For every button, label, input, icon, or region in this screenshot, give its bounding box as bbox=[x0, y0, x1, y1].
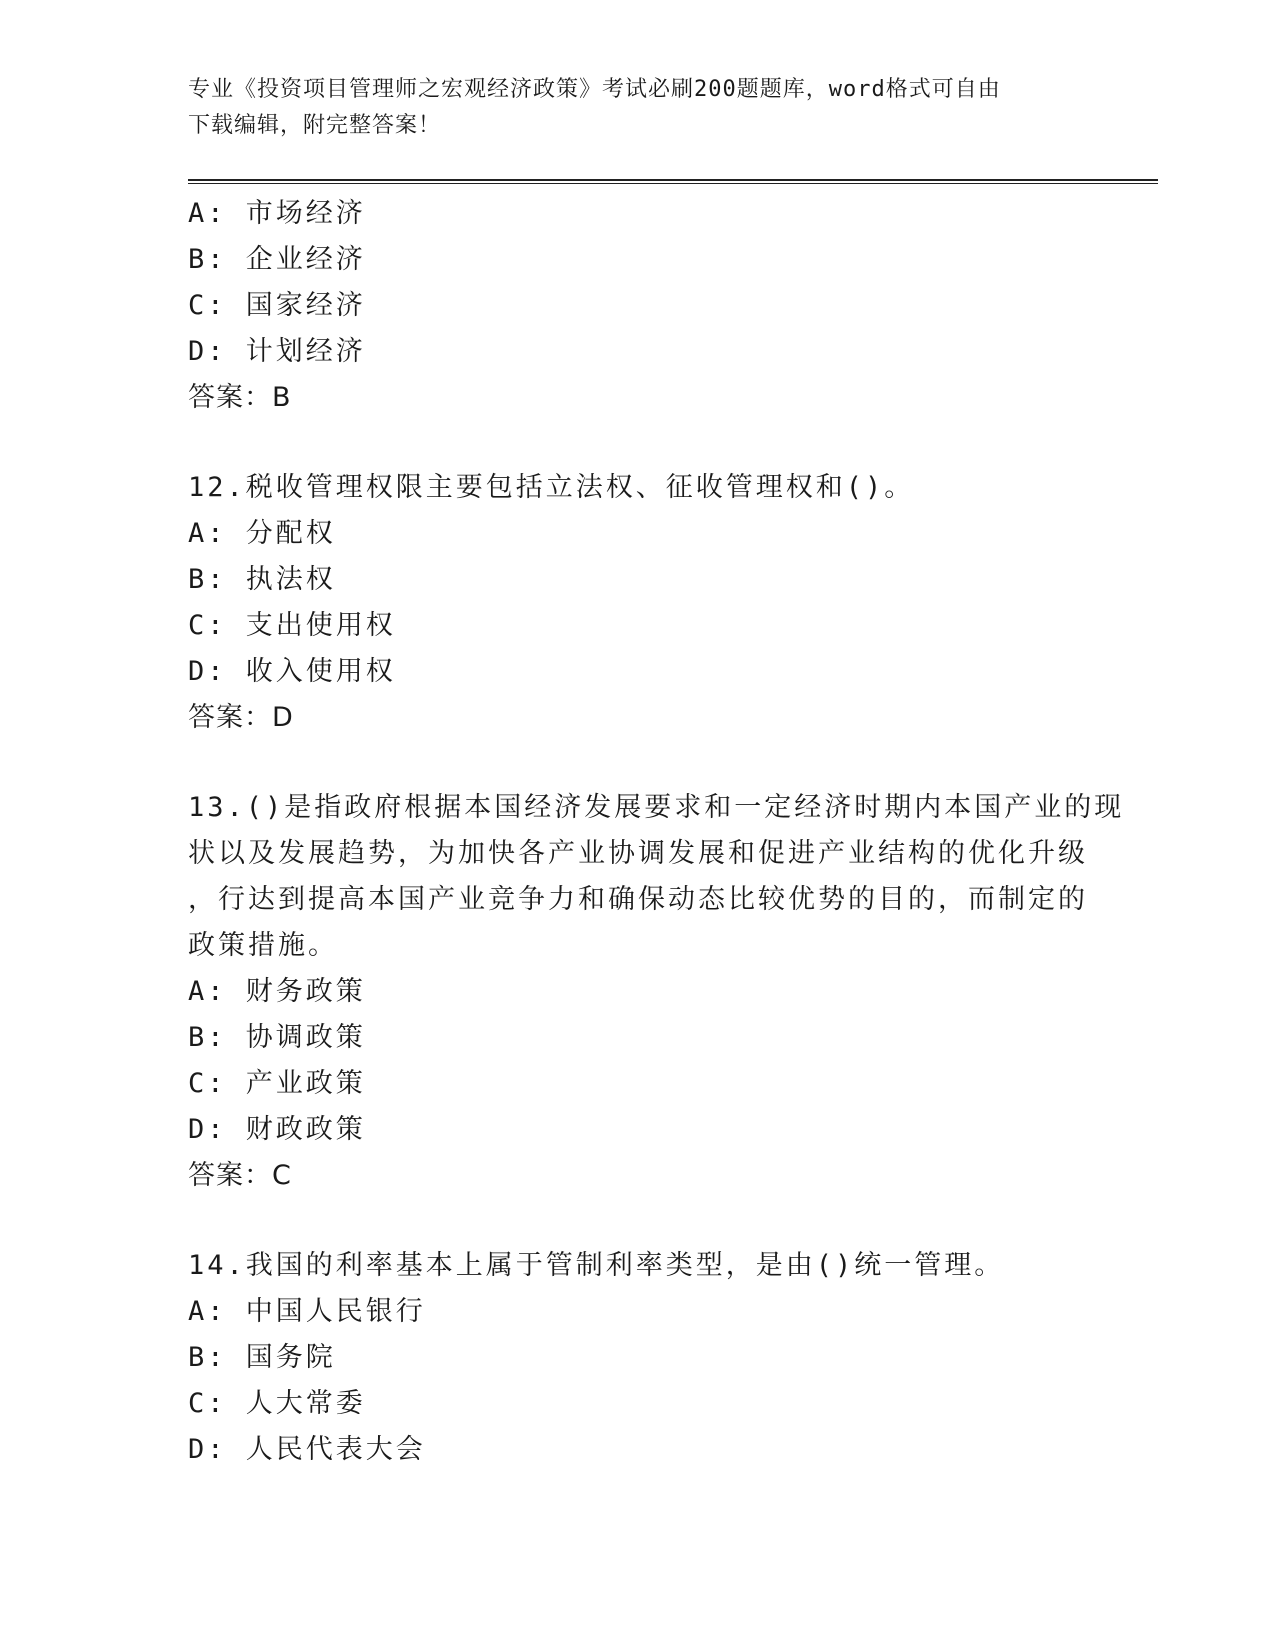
answer-label: 答案：C bbox=[188, 1160, 292, 1191]
question-list bbox=[188, 191, 1125, 1473]
option-c: C: 产业政策 bbox=[188, 1068, 366, 1099]
header-line-1: 专业《投资项目管理师之宏观经济政策》考试必刷200题题库，word格式可自由 bbox=[188, 77, 1001, 102]
option-b: B: 执法权 bbox=[188, 564, 336, 595]
header-line-2: 下载编辑，附完整答案！ bbox=[188, 113, 442, 138]
question-text-line-1: 13.()是指政府根据本国经济发展要求和一定经济时期内本国产业的现 bbox=[188, 792, 1125, 823]
document-header bbox=[188, 72, 1078, 144]
question-text: 14.我国的利率基本上属于管制利率类型，是由()统一管理。 bbox=[188, 1250, 1005, 1281]
option-d: D: 计划经济 bbox=[188, 336, 366, 367]
option-d: D: 收入使用权 bbox=[188, 656, 396, 687]
answer-label: 答案：B bbox=[188, 382, 292, 413]
option-b: B: 协调政策 bbox=[188, 1022, 366, 1053]
question-text: 12.税收管理权限主要包括立法权、征收管理权和()。 bbox=[188, 472, 915, 503]
question-text-line-3: ，行达到提高本国产业竞争力和确保动态比较优势的目的，而制定的 bbox=[188, 884, 1088, 915]
option-c: C: 支出使用权 bbox=[188, 610, 396, 641]
question-block-13 bbox=[188, 785, 1125, 1199]
header-rule-thin bbox=[188, 183, 1158, 184]
option-a: A: 分配权 bbox=[188, 518, 336, 549]
option-a: A: 市场经济 bbox=[188, 198, 366, 229]
header-rule-thick bbox=[188, 179, 1158, 181]
option-d: D: 人民代表大会 bbox=[188, 1434, 426, 1465]
answer-label: 答案：D bbox=[188, 702, 294, 733]
question-text-line-4: 政策措施。 bbox=[188, 930, 338, 961]
question-block-11 bbox=[188, 191, 1088, 421]
option-b: B: 国务院 bbox=[188, 1342, 336, 1373]
question-block-14 bbox=[188, 1243, 1088, 1473]
option-b: B: 企业经济 bbox=[188, 244, 366, 275]
option-c: C: 人大常委 bbox=[188, 1388, 366, 1419]
question-text-line-2: 状以及发展趋势，为加快各产业协调发展和促进产业结构的优化升级 bbox=[188, 838, 1088, 869]
option-c: C: 国家经济 bbox=[188, 290, 366, 321]
option-a: A: 财务政策 bbox=[188, 976, 366, 1007]
question-block-12 bbox=[188, 465, 1088, 741]
option-d: D: 财政政策 bbox=[188, 1114, 366, 1145]
option-a: A: 中国人民银行 bbox=[188, 1296, 426, 1327]
